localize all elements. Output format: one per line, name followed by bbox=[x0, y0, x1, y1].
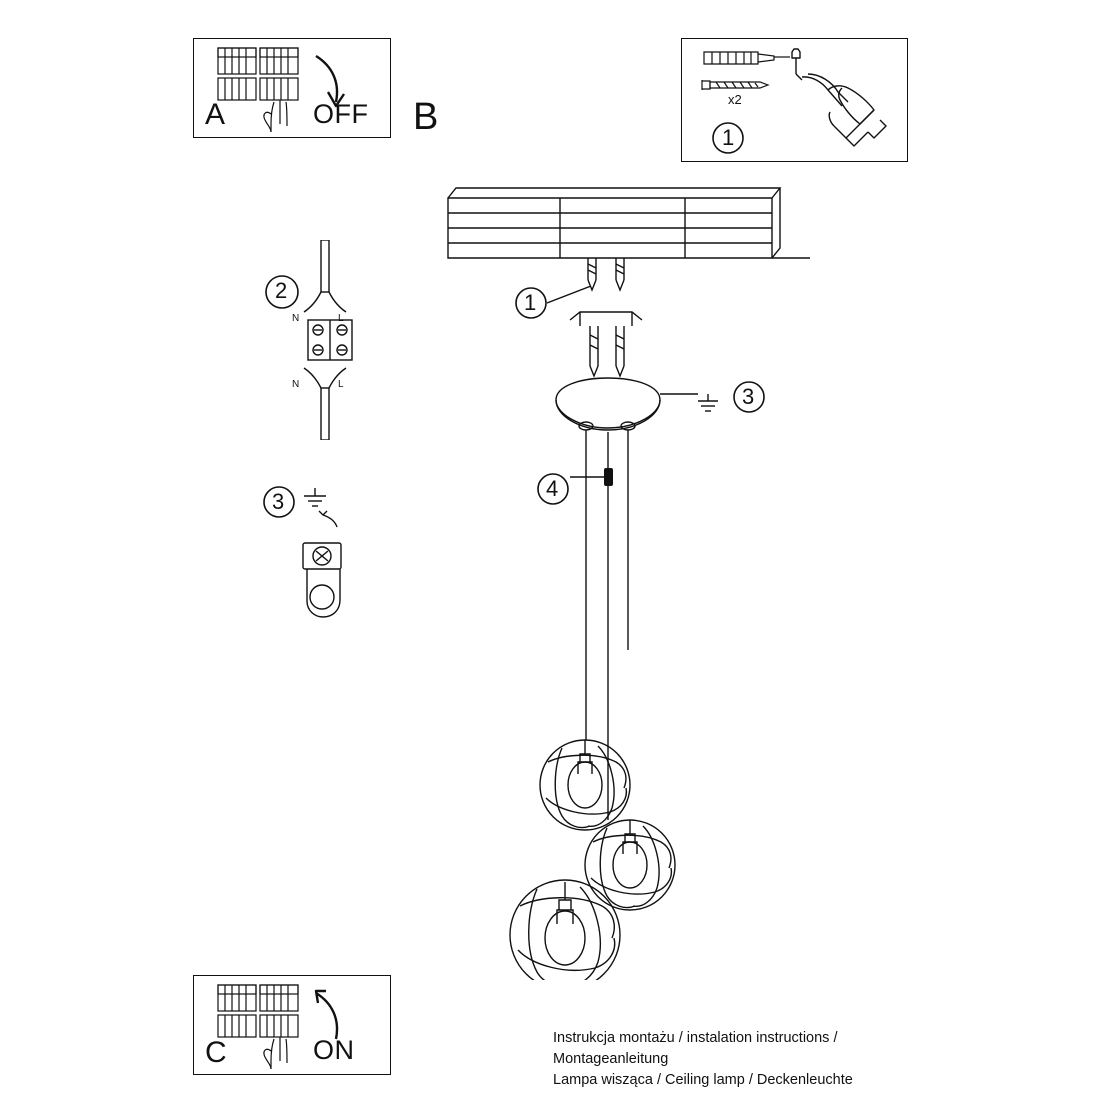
footer-line-1: Instrukcja montażu / instalation instructions / Montageanleitung bbox=[553, 1030, 838, 1068]
footer-text bbox=[553, 1028, 913, 1091]
wall-plug-icon bbox=[700, 46, 796, 68]
main-callout-1-number: 1 bbox=[524, 290, 537, 315]
main-callout-4-number: 4 bbox=[546, 476, 559, 501]
terminal-label-n-top: N bbox=[292, 313, 300, 324]
screw-quantity-label: x2 bbox=[728, 92, 742, 107]
callout-2-number: 2 bbox=[275, 278, 288, 303]
footer-line-2: Lampa wisząca / Ceiling lamp / Deckenleuchte bbox=[553, 1072, 853, 1089]
terminal-label-l-top: L bbox=[338, 313, 344, 324]
earth-clamp-detail-icon bbox=[295, 505, 357, 627]
terminal-label-n-bottom: N bbox=[292, 379, 300, 390]
terminal-block-hand-icon bbox=[216, 44, 376, 132]
step-b-letter: B bbox=[413, 96, 439, 138]
main-callout-1-leader bbox=[547, 286, 593, 312]
terminal-block-hand-on-icon bbox=[216, 981, 376, 1069]
callout-1-number: 1 bbox=[722, 125, 735, 150]
step-a-off-label: OFF bbox=[313, 99, 369, 129]
main-earth-ground-icon bbox=[694, 392, 722, 416]
wire-connector-icon bbox=[296, 240, 382, 440]
callout-3-number: 3 bbox=[272, 489, 285, 514]
power-drill-icon bbox=[786, 44, 898, 158]
main-callout-3-number: 3 bbox=[742, 384, 755, 409]
step-c-letter: C bbox=[205, 1036, 228, 1069]
step-c-on-label: ON bbox=[313, 1035, 355, 1065]
main-lamp-assembly bbox=[420, 180, 820, 980]
terminal-label-l-bottom: L bbox=[338, 379, 344, 390]
step-a-letter: A bbox=[205, 98, 226, 131]
